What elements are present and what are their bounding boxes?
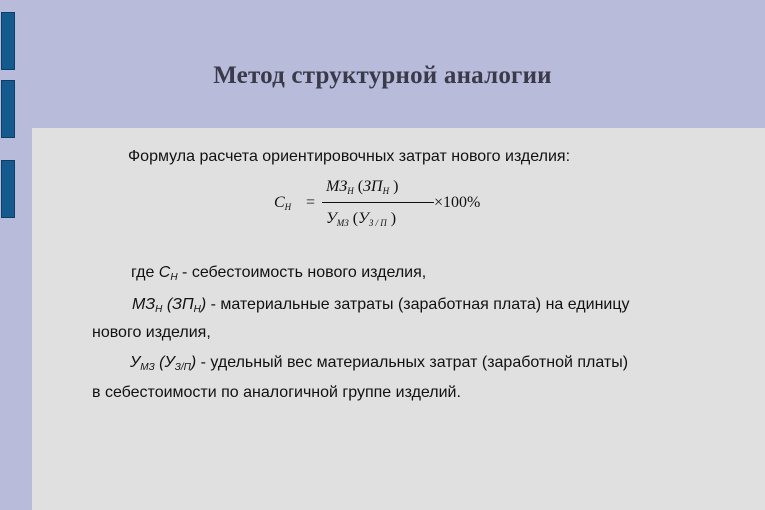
definition-share-cont: в себестоимости по аналогичной группе изделий. [92,384,461,401]
slide-content [32,128,765,510]
formula-numerator: $МЗ_Н$ ($ЗП_Н$ ) [326,178,399,196]
slide-tab-3 [1,160,15,218]
definition-material-costs-cont: нового изделия, [92,324,211,341]
formula-multiplier: ×100% [434,194,481,211]
slide-title: Метод структурной аналогии [213,62,552,89]
formula [270,170,530,240]
definition-material-costs: МЗН (ЗПН) - материальные затраты (заработная плата) на единицу [132,296,630,315]
formula-fraction-bar [322,202,434,203]
intro-text: Формула расчета ориентировочных затрат нового изделия: [128,148,571,165]
formula-lhs: $C_Н$ [274,194,292,212]
formula-denominator: $У_{МЗ}$ ($У_{З / П}$ ) [326,210,397,228]
definition-cost: где СН - себестоимость нового изделия, [131,264,427,283]
formula-equals: = [306,194,316,211]
definition-share: УМЗ (УЗ/П) - удельный вес материальных затрат (заработной платы) [130,354,629,373]
